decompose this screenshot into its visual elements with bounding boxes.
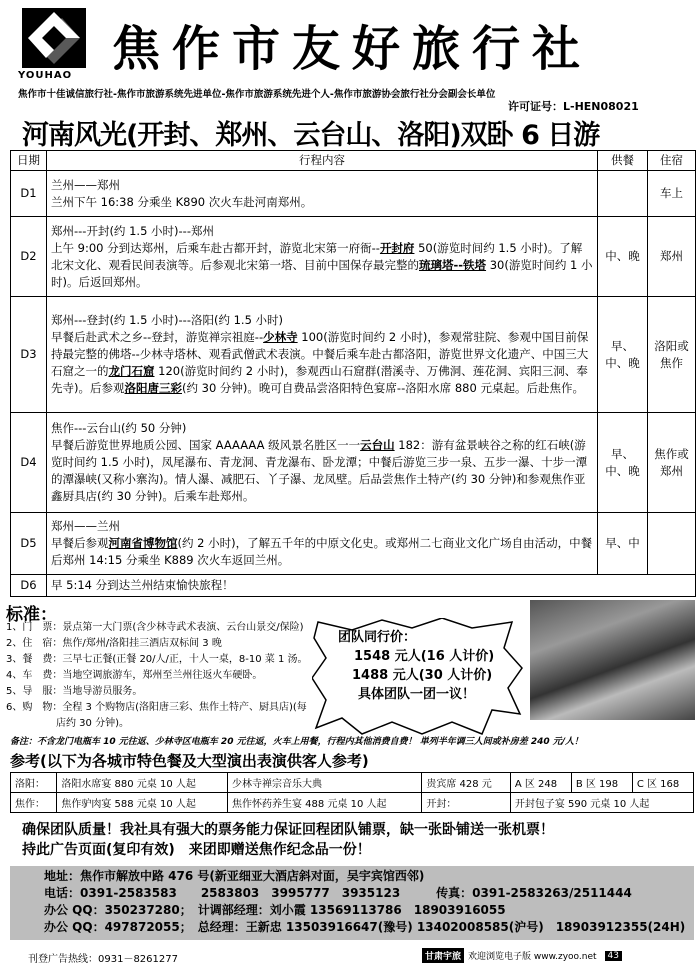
day-content: 早 5:14 分到达兰州结束愉快旅程！ [47,575,696,597]
reference-table [10,772,694,813]
day-label: D3 [11,297,47,413]
table-row [11,793,694,813]
website-link[interactable]: 欢迎浏览电子版 www.zyoo.net [468,952,597,962]
table-row [11,171,696,217]
day-content [47,297,598,413]
contact-qq1: 办公 QQ：350237280； 计调部经理：刘小霞 13569113786 18903916055 [44,903,506,917]
price-text [338,628,494,704]
day-meals [598,171,648,217]
highlight-attraction: 开封府 [379,240,415,255]
day-content [47,413,598,513]
guarantee-line: 持此广告页面(复印有效) 来团即赠送焦作纪念品一份！ [22,842,371,858]
day-text: (约 2 小时)，了解五千年的中原文化史。或郑州二七商业文化广场自由活动，中餐后郑州 14:15 分乘坐 K889 次火车返回兰州。 [51,536,593,567]
publication-tag: 甘肃宇旅 [422,948,464,963]
guarantee-line: 确保团队质量！我社具有强大的票务能力保证回程团队铺票，缺一张卧铺送一张机票！ [22,822,554,838]
day-content [47,171,598,217]
ad-hotline: 刊登广告热线：0931－8261277 [28,954,178,965]
day-text: 182：游有盆景峡谷之称的红石峡(游览时间约 1.5 小时)，凤尾瀑布、青龙洞、青龙瀑布、卧龙潭；中餐后游览三步一泉、五步一瀑、十步一潭的潭瀑峡(又称小寨沟)。情人瀑、减肥石、丫子瀑、龙凤壁。后品尝焦作土特产(约 30 分钟)和参观焦作亚鑫厨具店(约 30 分钟)。后乘车赴郑州。 [51,438,588,503]
license-number: 许可证号：L-HEN08021 [508,100,639,113]
day-text: 早餐后赴武术之乡--登封，游览禅宗祖庭-- [51,330,264,344]
ref-cell: 少林寺禅宗音乐大典 [227,773,421,793]
logo-mark-icon [22,8,86,68]
table-row [11,297,696,413]
agency-name: 焦作市友好旅行社 [112,21,593,77]
day-text: 上午 9:00 分到达郑州，后乘车赴古都开封，游览北宋第一府衙-- [51,240,380,255]
highlight-attraction: 龙门石窟 [108,364,155,378]
contact-lines [44,868,685,936]
day-route: 郑州---开封(约 1.5 小时)---郑州 [51,223,214,238]
table-row [11,217,696,297]
day-route: 兰州——郑州 [51,177,120,192]
table-row [11,575,696,597]
col-content: 行程内容 [47,151,598,171]
highlight-attraction: 河南省博物馆 [108,536,178,550]
contact-phone: 电话：0391-2583583 2583803 3995777 3935123 传真：0391-2583263/2511444 [44,886,632,900]
day-route: 郑州---登封(约 1.5 小时)---洛阳(约 1.5 小时) [51,313,284,327]
day-text: 早餐后参观 [51,536,109,550]
day-content [47,513,598,575]
guarantee-text [22,820,554,860]
day-label: D6 [11,575,47,597]
ref-cell: B 区 198 [571,773,632,793]
list-item: 6、购 物：全程 3 个购物店(洛阳唐三彩、焦作土特产、厨具店)(每 [6,702,307,713]
list-item: 5、导 服：当地导游员服务。 [6,686,143,697]
highlight-attraction: 云台山 [360,438,395,452]
standards-list [6,620,326,732]
day-label: D2 [11,217,47,297]
page-number: 43 [605,951,622,961]
contact-qq2: 办公 QQ：497872055； 总经理：王新忠 13503916647(豫号) 13402008585(沪号) 18903912355(24H) [44,920,686,934]
contact-panel [10,866,694,940]
price-30: 1488 元人(30 人计价) [352,668,493,683]
day-label: D5 [11,513,47,575]
agency-honors: 焦作市十佳诚信旅行社-焦作市旅游系统先进单位-焦作市旅游系统先进个人-焦作市旅游协会旅行社分会副会长单位 [18,89,496,100]
ref-cell: 洛阳水席宴 880 元桌 10 人起 [57,773,228,793]
day-text: 50(游览时间约 1.5 小时)。了解北宋文化、观看民间表演等。后参观北宋第一塔、目前中国保存最完整的 [51,240,583,272]
day-lodging: 洛阳或焦作 [648,297,696,413]
ref-cell: 焦作驴肉宴 588 元桌 10 人起 [57,793,228,813]
price-note: 具体团队一团一议！ [358,687,476,702]
ref-cell: 开封包子宴 590 元桌 10 人起 [510,793,693,813]
day-meals: 中、晚 [598,217,648,297]
list-item: 3、餐 费：三早七正餐(正餐 20/人/正，十人一桌，8-10 菜 1 汤。 [6,654,308,665]
day-label: D4 [11,413,47,513]
list-item: 1、门 票：景点第一大门票(含少林寺武术表演、云台山景交/保险) [6,622,304,633]
day-label: D1 [11,171,47,217]
footer-right [422,948,622,963]
col-date: 日期 [11,151,47,171]
ref-city: 开封： [422,793,511,813]
ref-cell: 焦作怀药养生宴 488 元桌 10 人起 [227,793,421,813]
day-meals: 早、中、晚 [598,413,648,513]
table-row [11,413,696,513]
highlight-attraction: 洛阳唐三彩 [124,381,182,395]
remark-note: 备注：不含龙门电瓶车 10 元往返、少林寺区电瓶车 20 元往返，火车上用餐，行程内其他消费自费！ 単列半年调三人间或补房差 240 元/人！ [10,737,584,747]
agency-logo [12,8,98,84]
list-item: 4、车 费：当地空调旅游车，郑州至兰州往返火车硬卧。 [6,670,263,681]
highlight-attraction: 琉璃塔--铁塔 [419,257,487,272]
price-burst [312,618,524,736]
ref-city: 洛阳： [11,773,57,793]
day-meals: 早、中、晚 [598,297,648,413]
day-route: 焦作---云台山(约 50 分钟) [51,421,187,435]
scenery-photo [530,600,695,720]
table-row [11,773,694,793]
day-route: 郑州——兰州 [51,519,120,533]
ref-cell: A 区 248 [510,773,571,793]
day-lodging: 车上 [648,171,696,217]
day-text: 100(游览时间约 2 小时)，参观常驻院、参观中国目前保持最完整的佛塔--少林寺塔林、观看武僧武术表演。中餐后乘车赴古都洛阳，游览世界文化遗产、中国三大石窟之一的 [51,330,589,378]
day-content [47,217,598,297]
tour-title: 河南风光(开封、郑州、云台山、洛阳)双卧 6 日游 [22,120,600,151]
itinerary-header-row [11,151,696,171]
day-meals: 早、中 [598,513,648,575]
day-text: 120(游览时间约 2 小时)，参观西山石窟群(潜溪寺、万佛洞、莲花洞、宾阳三洞、奉先寺)。后参观 [51,364,588,395]
day-text: 30(游览时间约 1 小时)。后返回郑州。 [51,257,593,289]
price-title: 团队同行价： [338,630,417,645]
contact-address: 地址：焦作市解放中路 476 号(新亚细亚大酒店斜对面，吴宇宾馆西邻) [44,869,425,883]
col-meals: 供餐 [598,151,648,171]
day-text: (约 30 分钟)。晚可自费品尝洛阳特色宴席--洛阳水席 880 元桌起。后赴焦作。 [182,381,584,395]
ref-city: 焦作： [11,793,57,813]
table-row [11,513,696,575]
highlight-attraction: 少林寺 [263,330,298,344]
price-16: 1548 元人(16 人计价) [354,649,495,664]
standards-title: 标准： [6,605,57,625]
day-lodging [648,513,696,575]
day-lodging: 郑州 [648,217,696,297]
ref-cell: 贵宾席 428 元 [422,773,511,793]
day-text: 兰州下午 16:38 分乘坐 K890 次火车赴河南郑州。 [51,194,313,209]
list-item: 2、住 宿：焦作/郑州/洛阳挂三酒店双标间 3 晚 [6,638,222,649]
list-item: 店约 30 分钟)。 [6,718,129,729]
col-lodging: 住宿 [648,151,696,171]
reference-title: 参考(以下为各城市特色餐及大型演出表演供客人参考) [10,752,369,770]
ref-cell: C 区 168 [632,773,693,793]
day-text: 早餐后游览世界地质公园、国家 AAAAAA 级风景名胜区一一 [51,438,361,452]
itinerary-table [10,150,696,597]
logo-text: YOUHAO [18,70,73,81]
day-lodging: 焦作或郑州 [648,413,696,513]
